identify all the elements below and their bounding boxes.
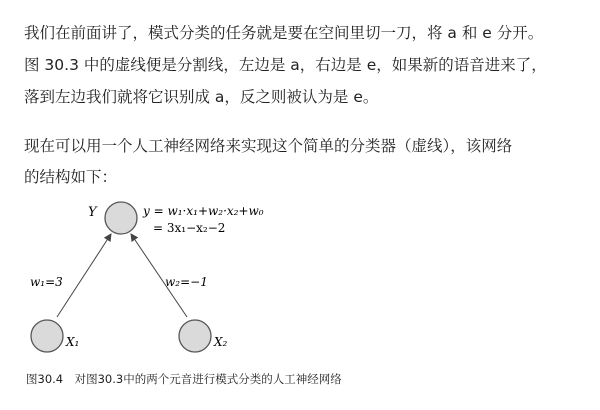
- output-formula-line1: y = w₁·x₁+w₂·x₂+w₀: [143, 204, 264, 218]
- paragraph-2-line: 现在可以用一个人工神经网络来实现这个简单的分类器（虚线），该网络: [24, 137, 513, 155]
- paragraph-1-line: 我们在前面讲了，模式分类的任务就是要在空间里切一刀，将 a 和 e 分开。: [24, 24, 544, 42]
- neural-network-diagram: [0, 190, 600, 365]
- right-weight-label: w₂=−1: [165, 275, 208, 289]
- input-node-1-label: X₁: [66, 335, 80, 349]
- output-formula-line2: = 3x₁−x₂−2: [153, 221, 226, 235]
- output-node: [105, 202, 137, 234]
- input-node-1: [31, 320, 63, 352]
- paragraph-1: [24, 17, 584, 113]
- paragraph-2: [24, 131, 584, 193]
- left-weight-label: w₁=3: [30, 275, 63, 289]
- paragraph-2-line: 的结构如下：: [24, 168, 118, 186]
- paragraph-1-line: 图 30.3 中的虚线便是分割线，左边是 a，右边是 e，如果新的语音进来了，: [24, 56, 547, 74]
- output-node-label: Y: [88, 205, 97, 220]
- figure-caption: 图30.4 对图30.3中的两个元音进行模式分类的人工神经网络: [26, 372, 342, 386]
- paragraph-1-line: 落到左边我们就将它识别成 a，反之则被认为是 e。: [24, 88, 379, 106]
- input-node-2: [179, 320, 211, 352]
- input-node-2-label: X₂: [214, 335, 228, 349]
- edge-input1-to-output: [57, 234, 111, 317]
